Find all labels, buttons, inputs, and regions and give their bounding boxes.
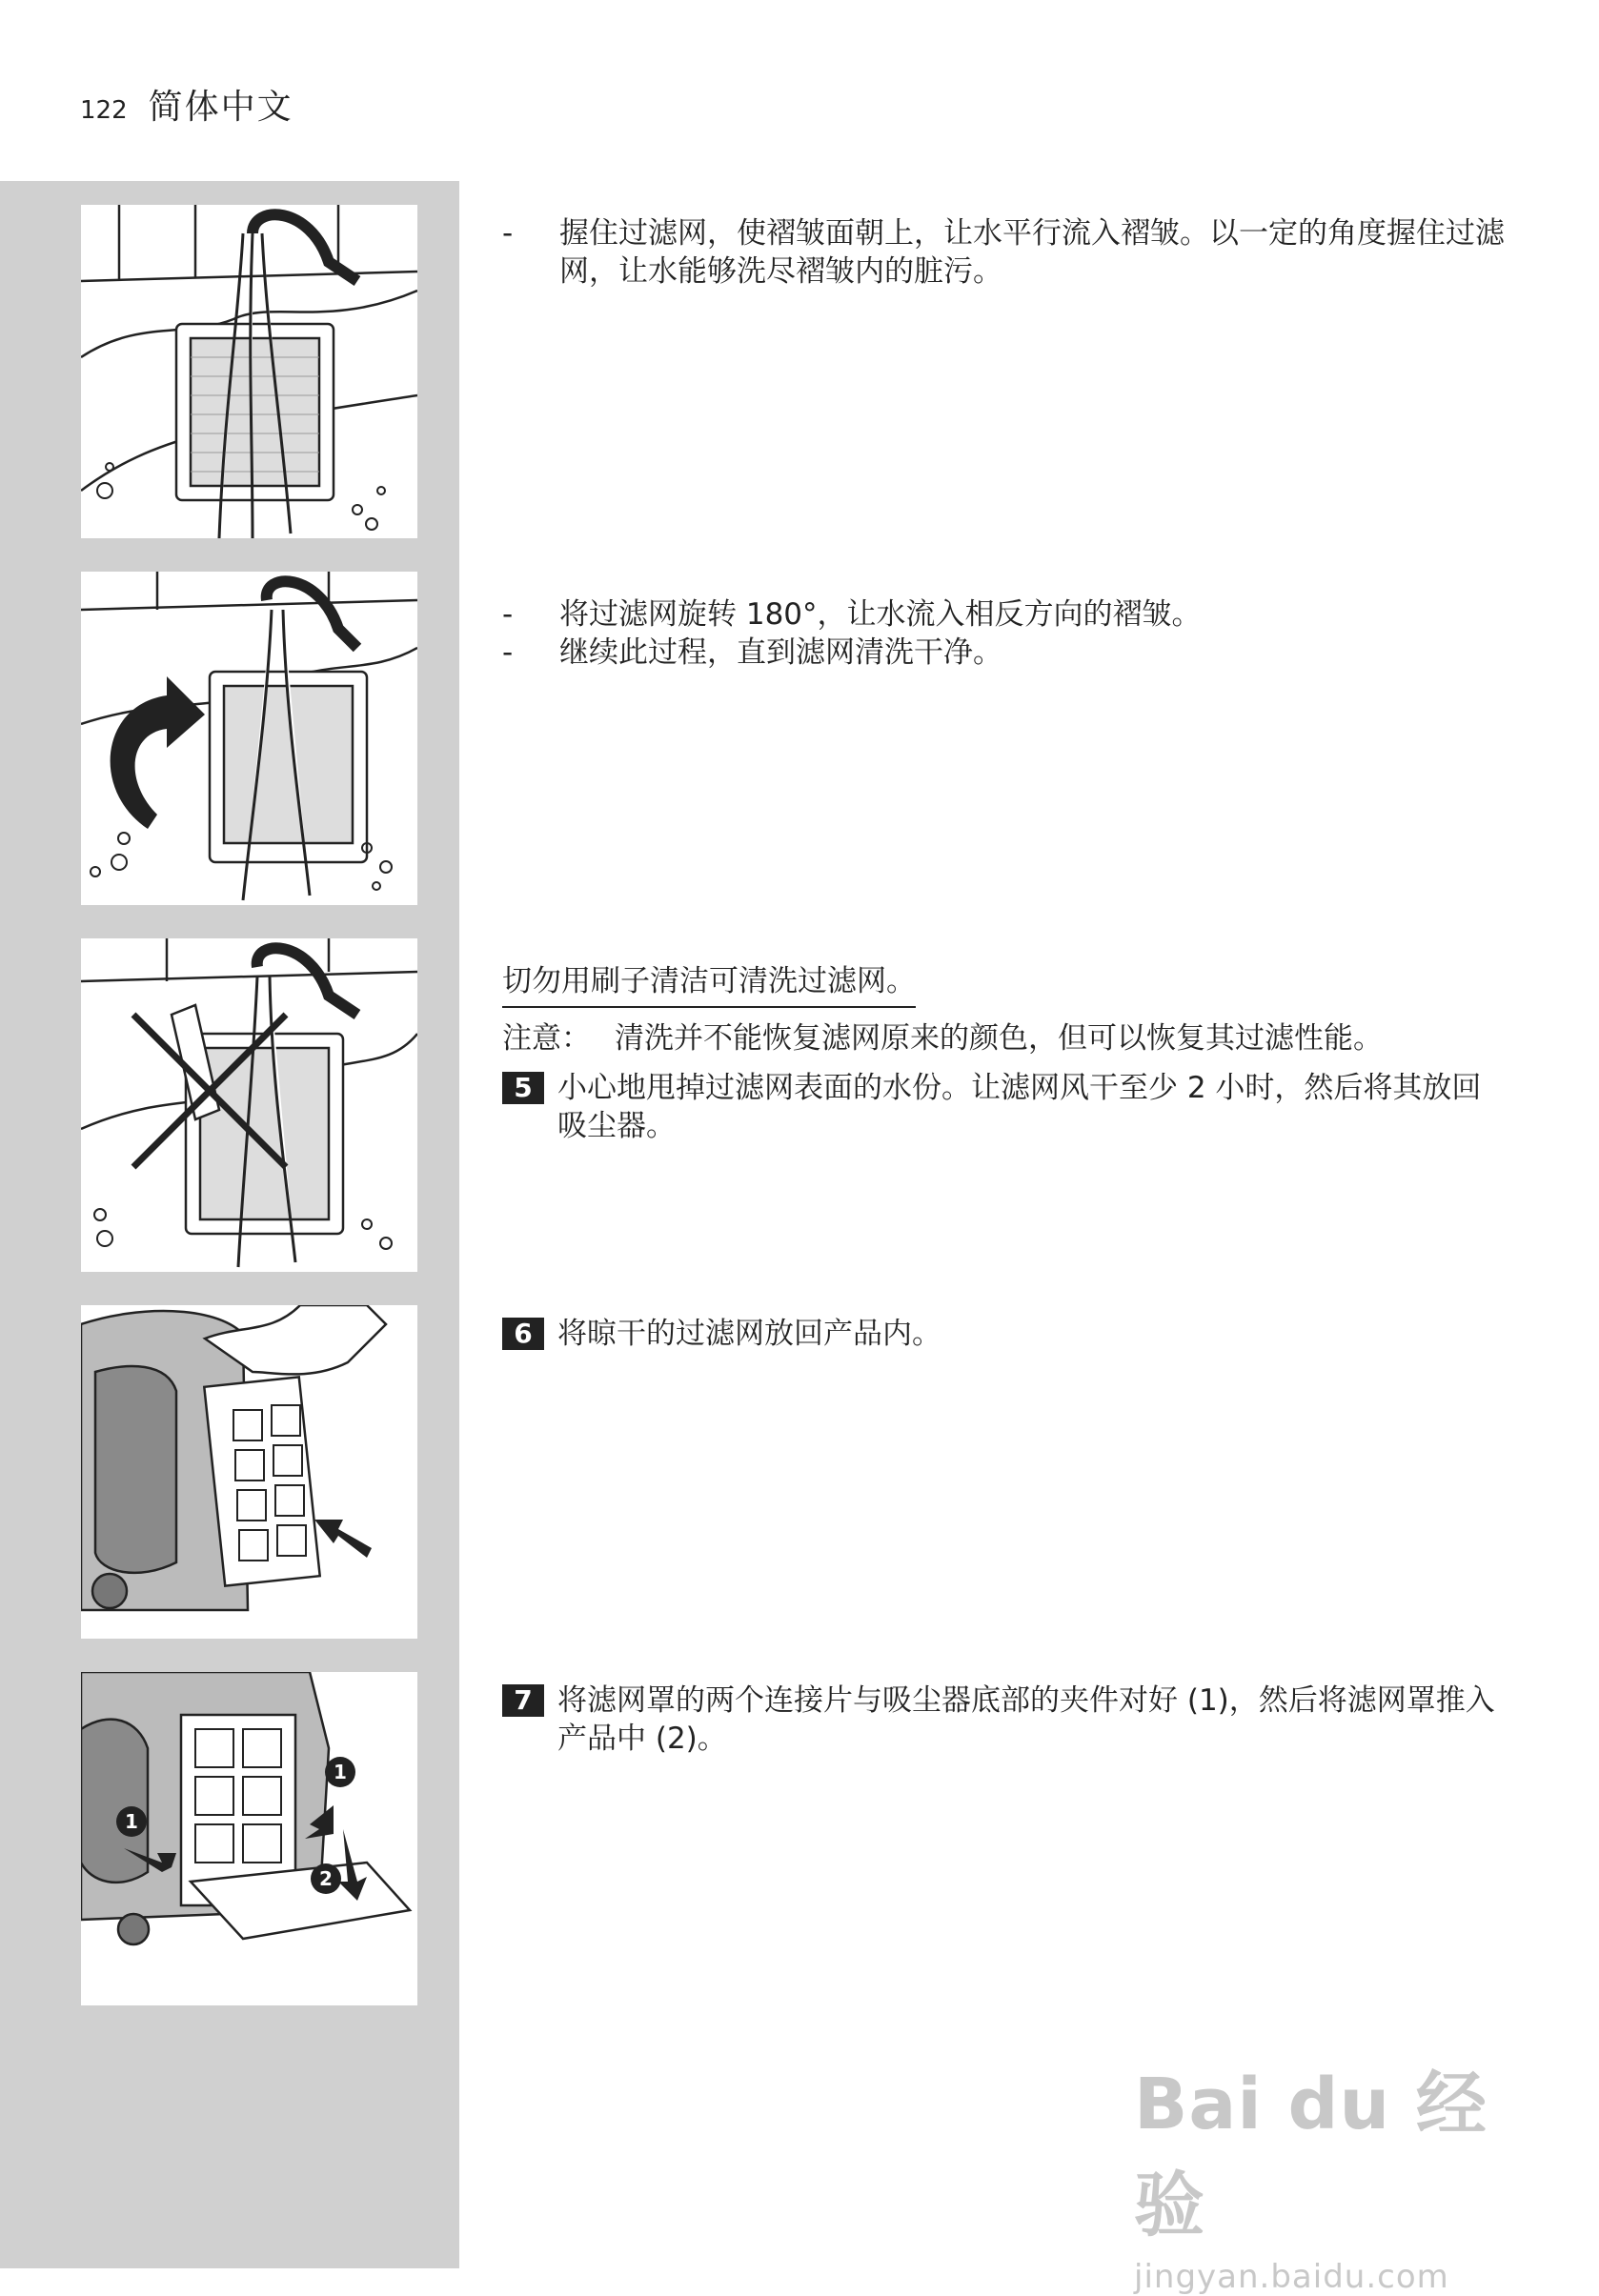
page-number: 122 — [80, 96, 128, 125]
page-header — [80, 80, 293, 129]
bullet-item: - 将过滤网旋转 180°，让水流入相反方向的褶皱。 — [502, 595, 1550, 634]
numbered-step-5 — [502, 1069, 1550, 1145]
step-dry — [502, 962, 1550, 1145]
numbered-step-7 — [502, 1682, 1550, 1758]
watermark-url: jingyan.baidu.com — [1134, 2258, 1449, 2296]
step-number-badge: 5 — [502, 1072, 544, 1104]
close-filter-cover-illustration — [81, 1672, 417, 2005]
step-reinsert — [502, 1315, 1550, 1353]
bullet-text: 将过滤网旋转 180°，让水流入相反方向的褶皱。 — [559, 597, 1202, 632]
filter-rotate-illustration — [81, 572, 417, 905]
callout-1-right: 1 — [334, 1761, 347, 1783]
numbered-step-6 — [502, 1315, 1550, 1353]
step-rotate — [502, 595, 1550, 672]
filter-rinse-illustration — [81, 205, 417, 538]
step-text: 小心地甩掉过滤网表面的水份。让滤网风干至少 2 小时，然后将其放回吸尘器。 — [557, 1071, 1482, 1143]
step-text: 将晾干的过滤网放回产品内。 — [557, 1317, 941, 1351]
step-rinse — [502, 214, 1550, 291]
no-brush-illustration — [81, 938, 417, 1272]
insert-filter-illustration — [81, 1305, 417, 1639]
watermark-logo: Bai du 经验 — [1134, 2064, 1488, 2246]
warning-title: 切勿用刷子清洁可清洗过滤网。 — [502, 962, 916, 1008]
bullet-item: - 握住过滤网，使褶皱面朝上，让水平行流入褶皱。以一定的角度握住过滤网，让水能够洗尽褶皱内的脏污。 — [502, 214, 1550, 291]
step-number-badge: 6 — [502, 1318, 544, 1350]
bullet-text: 继续此过程，直到滤网清洗干净。 — [559, 635, 1002, 670]
callout-2: 2 — [319, 1867, 333, 1890]
section-language-title: 简体中文 — [148, 88, 293, 127]
note-label: 注意： — [502, 1021, 591, 1056]
note — [502, 1019, 1550, 1057]
note-text: 清洗并不能恢复滤网原来的颜色，但可以恢复其过滤性能。 — [615, 1021, 1383, 1056]
baidu-watermark — [1134, 2048, 1515, 2296]
bullet-item: - 继续此过程，直到滤网清洗干净。 — [502, 634, 1550, 672]
callout-1-left: 1 — [125, 1810, 138, 1833]
step-close-cover — [502, 1682, 1550, 1758]
bullet-text: 握住过滤网，使褶皱面朝上，让水平行流入褶皱。以一定的角度握住过滤网，让水能够洗尽褶皱内的脏污。 — [559, 216, 1505, 289]
step-number-badge: 7 — [502, 1684, 544, 1717]
step-text: 将滤网罩的两个连接片与吸尘器底部的夹件对好 (1)，然后将滤网罩推入产品中 (2)。 — [557, 1683, 1495, 1756]
